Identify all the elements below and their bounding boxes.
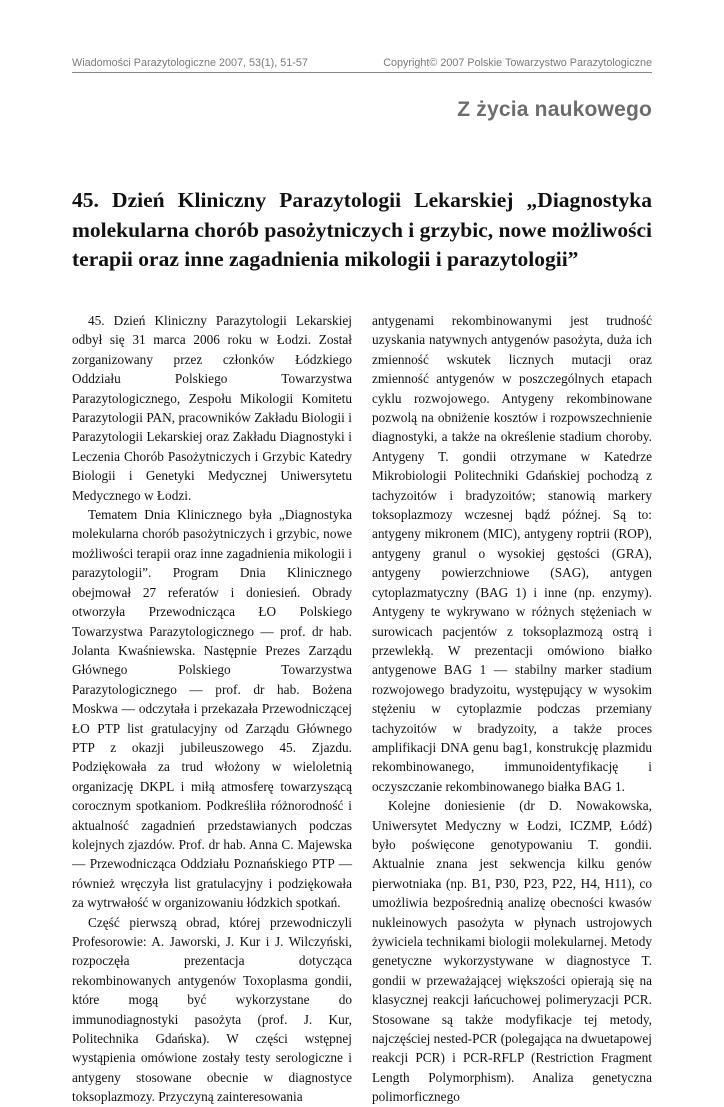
paragraph: 45. Dzień Kliniczny Parazytologii Lekarskiej odbył się 31 marca 2006 roku w Łodzi. Został zorganizowany przez członków Łódzkiego Oddziału Polskiego Towarzystwa Parazytologicznego, Zespołu Mikologii Komitetu Parazytologii PAN, pracowników Zakładu Biologii i Parazytologii Lekarskiej oraz Zakładu Diagnostyki i Leczenia Chorób Pasożytniczych i Grzybic Katedry Biologii i Genetyki Medycznej Uniwersytetu Medycznego w Łodzi. xyxy=(72,313,352,503)
section-heading: Z życia naukowego xyxy=(457,98,652,121)
copyright-notice: Copyright© 2007 Polskie Towarzystwo Parazytologiczne xyxy=(383,57,652,69)
right-column xyxy=(372,311,652,1107)
article-title: 45. Dzień Kliniczny Parazytologii Lekarskiej „Diagnostyka molekularna chorób pasożytniczych i grzybic, nowe możliwości terapii oraz inne zagadnienia mikologii i parazytologii” xyxy=(72,188,652,271)
running-head xyxy=(72,56,652,73)
paragraph: Część pierwszą obrad, której przewodniczyli Profesorowie: A. Jaworski, J. Kur i J. Wilczyński, rozpoczęła prezentacja dotycząca rekombinowanych antygenów Toxoplasma gondii, które mogą być wykorzystane do immunodiagnostyki pasożyta (prof. J. Kur, Politechnika Gdańska). W części wstępnej wystąpienia omówione zostały testy serologiczne i antygeny stosowane obecnie w diagnostyce toksoplazmozy. Przyczyną zainteresowania xyxy=(72,914,352,1105)
left-column xyxy=(72,311,352,1107)
paragraph: Tematem Dnia Klinicznego była „Diagnostyka molekularna chorób pasożytniczych i grzybic, nowe możliwości terapii oraz inne zagadnienia mikologii i parazytologii”. Program Dnia Klinicznego obejmował 27 referatów i doniesień. Obrady otworzyła Przewodnicząca ŁO Polskiego Towarzystwa Parazytologicznego — prof. dr hab. Jolanta Kwaśniewska. Następnie Prezes Zarządu Głównego Polskiego Towarzystwa Parazytologicznego — prof. dr hab. Bożena Moskwa — odczytała i przekazała Przewodniczącej ŁO PTP list gratulacyjny od Zarządu Głównego PTP z okazji jubileuszowego 45. Zjazdu. Podziękowała za trud włożony w wieloletnią organizację DKPL i miłą atmosferę towarzyszącą corocznym spotkaniom. Podkreśliła różnorodność i aktualność zagadnień przedstawianych podczas kolejnych zjazdów. Prof. dr hab. Anna C. Majewska — Przewodnicząca Oddziału Poznańskiego PTP — również wręczyła list gratulacyjny i podziękowała za wytrwałość w organizowaniu łódzkich spotkań. xyxy=(72,507,352,911)
paragraph-continued: antygenami rekombinowanymi jest trudność uzyskania natywnych antygenów pasożyta, duża ich zmienność wskutek licznych mutacji oraz zmienność antygenów w poszczególnych etapach cyklu rozwojowego. Antygeny rekombinowane pozwolą na obniżenie kosztów i rozpowszechnienie diagnostyki, a także na określenie stadium choroby. Antygeny T. gondii otrzymane w Katedrze Mikrobiologii Politechniki Gdańskiej pochodzą z tachyzoitów i bradyzoitów; stanowią markery toksoplazmozy wczesnej bądź późnej. Są to: antygeny mikronem (MIC), antygeny roptrii (ROP), antygeny granul o wysokiej gęstości (GRA), antygeny powierzchniowe (SAG), antygen cytoplazmatyczny (BAG 1) i inne (np. enzymy). Antygeny te wykrywano w różnych stężeniach w surowicach pacjentów z toksoplazmozą ostrą i przewlekłą. W prezentacji omówiono białko antygenowe BAG 1 — stabilny marker stadium rozwojowego bradyzoitu, występujący w wysokim stężeniu w cytoplazmie podczas przemiany tachyzoitów w bradyzoity, a także proces amplifikacji DNA genu bag1, konstrukcję plazmidu rekombinowanego, immunoidentyfikację i oczyszczanie rekombinowanego białka BAG 1. xyxy=(372,313,652,794)
paragraph: Kolejne doniesienie (dr D. Nowakowska, Uniwersytet Medyczny w Łodzi, ICZMP, Łódź) było poświęcone genotypowaniu T. gondii. Aktualnie znana jest sekwencja kilku genów pierwotniaka (np. B1, P30, P23, P22, H4, H11), co umożliwia bezpośrednią analizę obecności kwasów nukleinowych pasożyta w płynach ustrojowych żywiciela technikami biologii molekularnej. Metody genetyczne wykorzystywane w diagnostyce T. gondii w przeważającej większości opierają się na klasycznej reakcji łańcuchowej polimeryzacji PCR. Stosowane są także modyfikacje tej metody, najczęściej nested-PCR (polegająca na dwuetapowej reakcji PCR) i PCR-RFLP (Restriction Fragment Length Polymorphism). Analiza genetyczna polimorficznego xyxy=(372,798,652,1105)
journal-citation: Wiadomości Parazytologiczne 2007, 53(1), 51-57 xyxy=(72,57,308,69)
